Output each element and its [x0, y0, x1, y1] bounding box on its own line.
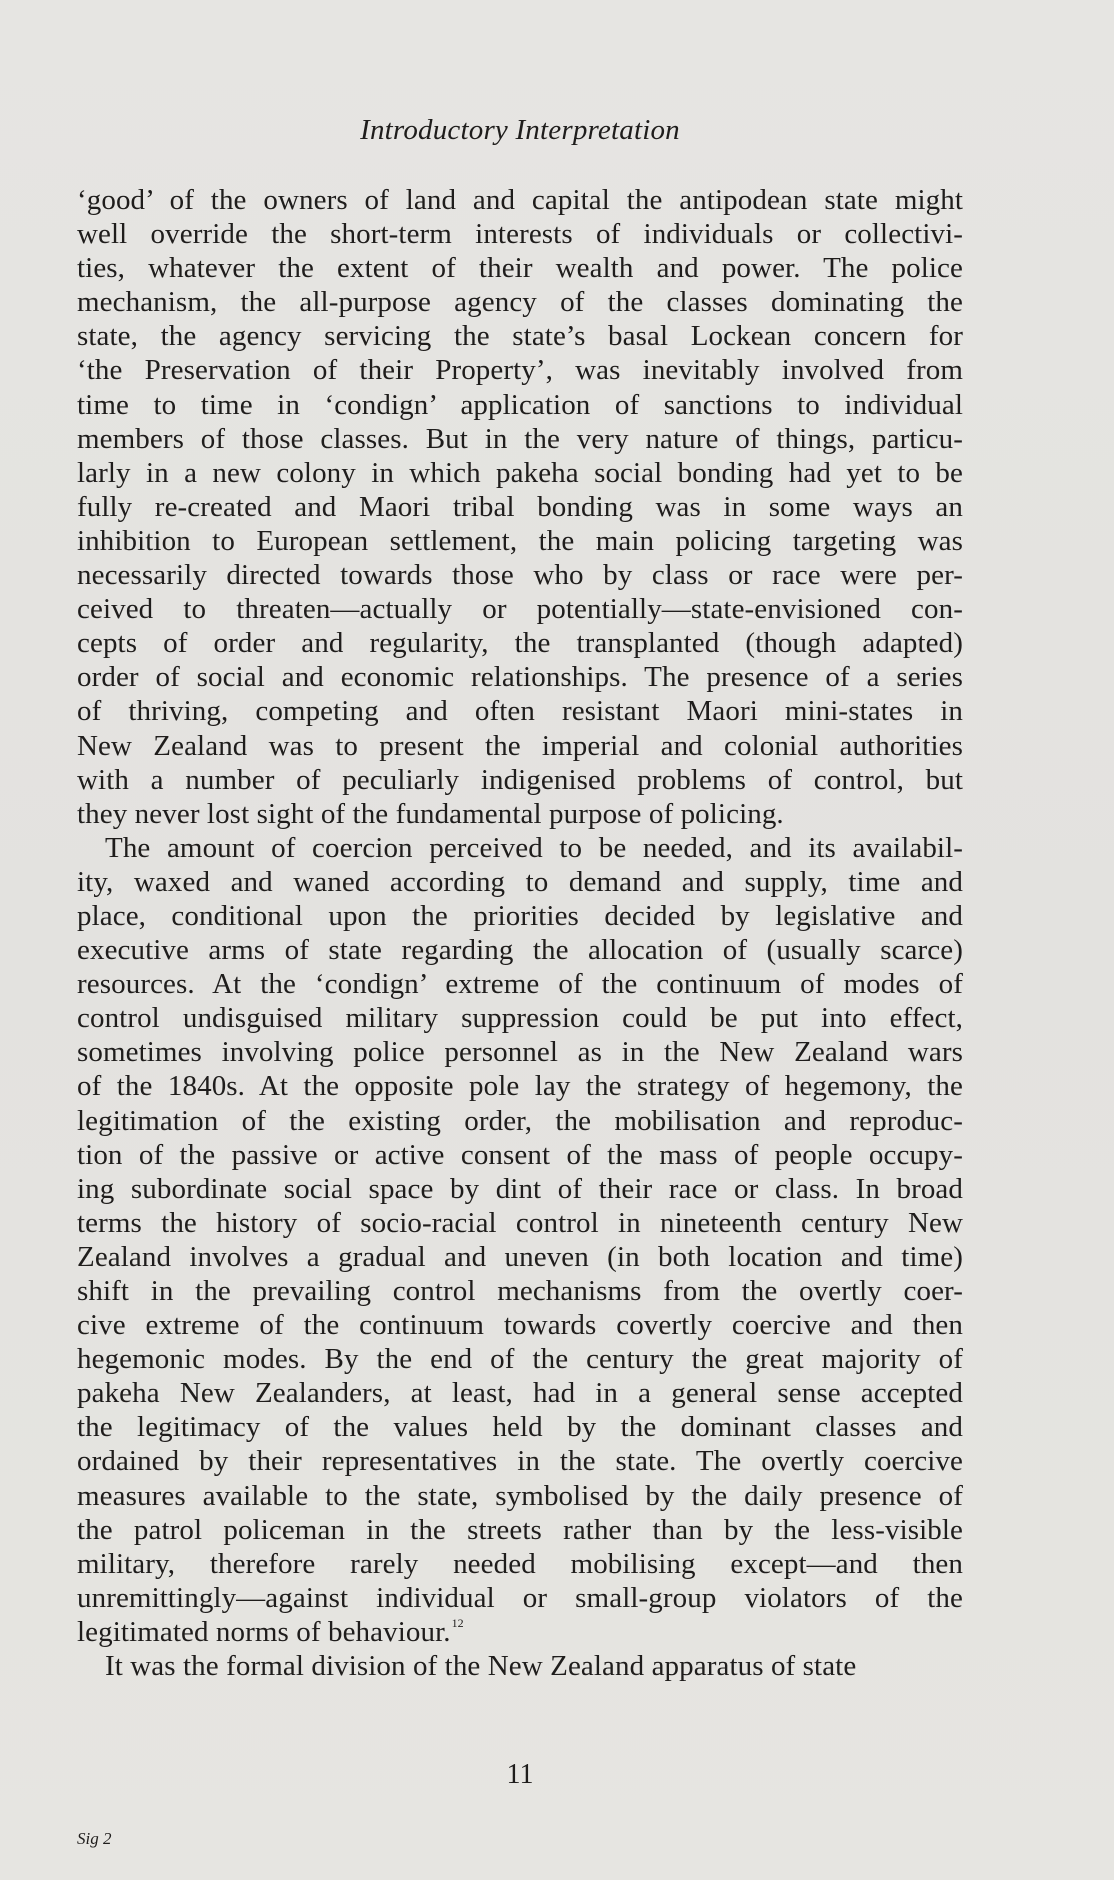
text-line: with a number of peculiarly indigenised problems of control, but: [77, 763, 963, 796]
text-line: sometimes involving police personnel as in the New Zealand wars: [77, 1036, 963, 1069]
page-number: 11: [506, 1759, 534, 1790]
text-line: time to time in ‘condign’ application of sanctions to individual: [77, 388, 963, 421]
text-line: ties, whatever the extent of their wealth and power. The police: [77, 252, 963, 285]
text-line: inhibition to European settlement, the main policing targeting was: [77, 524, 963, 557]
text-line: larly in a new colony in which pakeha social bonding had yet to be: [77, 456, 963, 489]
text-line: military, therefore rarely needed mobilising except—and then: [77, 1547, 963, 1580]
text-line: shift in the prevailing control mechanisms from the overtly coer-: [77, 1275, 963, 1307]
text-line: ity, waxed and waned according to demand and supply, time and: [77, 865, 963, 898]
running-title: Introductory Interpretation: [360, 114, 680, 146]
footnote-reference[interactable]: 12: [451, 1615, 464, 1630]
text-line: cepts of order and regularity, the transplanted (though adapted): [77, 627, 963, 660]
text-line: fully re-created and Maori tribal bonding was in some ways an: [77, 490, 963, 523]
text-line: cive extreme of the continuum towards covertly coercive and then: [77, 1309, 963, 1342]
text-line: legitimation of the existing order, the mobilisation and reproduc-: [77, 1104, 963, 1137]
text-line: well override the short-term interests of individuals or collectivi-: [77, 218, 963, 251]
text-line: ‘good’ of the owners of land and capital the antipodean state might: [77, 184, 963, 216]
text-line: hegemonic modes. By the end of the century the great majority of: [77, 1343, 963, 1376]
text-line: the legitimacy of the values held by the dominant classes and: [77, 1411, 963, 1444]
text-line: ordained by their representatives in the state. The overtly coercive: [77, 1445, 963, 1478]
text-line: control undisguised military suppression could be put into effect,: [77, 1002, 963, 1035]
text-line: ceived to threaten—actually or potentially—state-envisioned con-: [77, 593, 963, 626]
signature-mark: Sig 2: [77, 1829, 112, 1848]
text-line: It was the formal division of the New Zealand apparatus of state: [105, 1650, 857, 1683]
text-line: The amount of coercion perceived to be needed, and its availabil-: [105, 831, 963, 864]
text-line: necessarily directed towards those who by class or race were per-: [77, 559, 963, 592]
text-line: tion of the passive or active consent of the mass of people occupy-: [77, 1138, 963, 1171]
text-line: of the 1840s. At the opposite pole lay the strategy of hegemony, the: [77, 1070, 963, 1103]
text-line: measures available to the state, symbolised by the daily presence of: [77, 1479, 963, 1512]
text-line: executive arms of state regarding the allocation of (usually scarce): [77, 934, 963, 967]
text-line: ing subordinate social space by dint of their race or class. In broad: [77, 1172, 963, 1205]
text-line: pakeha New Zealanders, at least, had in a general sense accepted: [77, 1377, 963, 1410]
text-line: place, conditional upon the priorities decided by legislative and: [77, 899, 963, 932]
text-line: unremittingly—against individual or small-group violators of the: [77, 1581, 963, 1614]
text-line: members of those classes. But in the very nature of things, particu-: [77, 422, 963, 455]
text-line: legitimated norms of behaviour.: [77, 1615, 451, 1648]
text-line: New Zealand was to present the imperial and colonial authorities: [77, 729, 963, 762]
body-text: [77, 183, 963, 1683]
text-line: ‘the Preservation of their Property’, was inevitably involved from: [77, 354, 963, 387]
text-line: order of social and economic relationships. The presence of a series: [77, 661, 963, 694]
text-line: state, the agency servicing the state’s basal Lockean concern for: [77, 320, 963, 353]
text-line: mechanism, the all-purpose agency of the classes dominating the: [77, 286, 963, 319]
text-line: the patrol policeman in the streets rather than by the less-visible: [77, 1513, 963, 1546]
text-line: Zealand involves a gradual and uneven (in both location and time): [77, 1240, 963, 1273]
text-line-with-footnote: [77, 1615, 963, 1649]
text-line: resources. At the ‘condign’ extreme of the continuum of modes of: [77, 968, 963, 1001]
text-line: terms the history of socio-racial control in nineteenth century New: [77, 1206, 963, 1239]
text-line: they never lost sight of the fundamental purpose of policing.: [77, 797, 784, 830]
text-line: of thriving, competing and often resistant Maori mini-states in: [77, 695, 963, 728]
